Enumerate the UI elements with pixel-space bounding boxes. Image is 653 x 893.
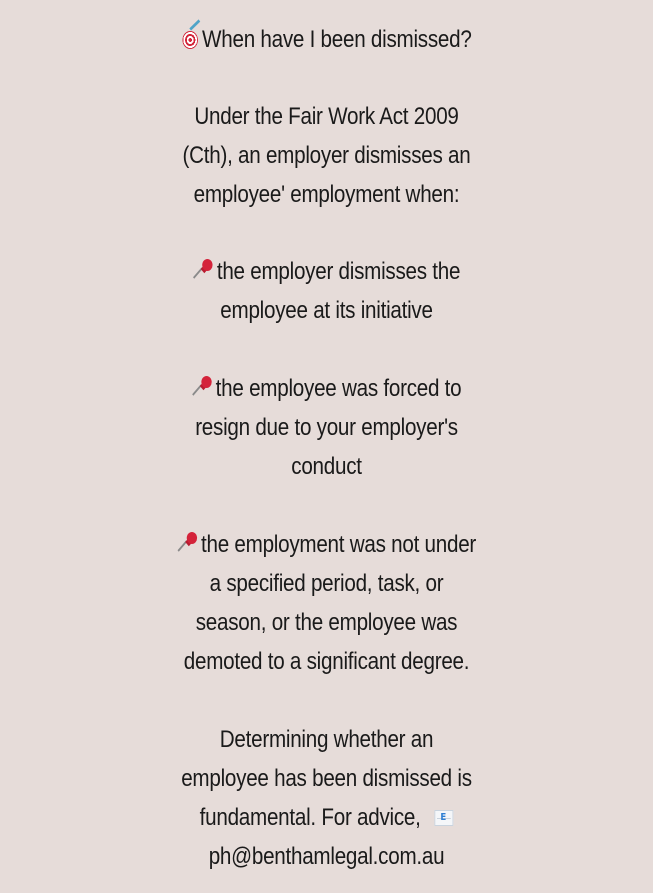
point-text: the employee was forced to	[215, 375, 462, 402]
point-text: the employer dismisses the	[216, 258, 461, 285]
point-line: conduct	[291, 453, 362, 480]
point-line: a specified period, task, or	[209, 570, 444, 597]
point-block-2	[46, 369, 608, 486]
point-block-1	[46, 252, 608, 330]
title-line	[46, 20, 608, 59]
pushpin-icon	[192, 375, 213, 399]
point-line: season, or the employee was	[195, 609, 458, 636]
point-line	[46, 369, 608, 408]
point-text: the employment was not under	[201, 531, 477, 558]
pushpin-icon	[177, 531, 198, 555]
intro-line: Under the Fair Work Act 2009	[194, 103, 459, 130]
title-text: When have I been dismissed?	[202, 26, 472, 53]
closing-text: fundamental. For advice,	[199, 804, 421, 831]
point-line	[46, 252, 608, 291]
point-block-3	[46, 525, 608, 681]
point-line: demoted to a significant degree.	[183, 648, 470, 675]
direct-hit-target-icon	[181, 28, 200, 50]
point-line: resign due to your employer's	[195, 414, 458, 441]
closing-block	[46, 720, 608, 876]
intro-line: employee' employment when:	[193, 181, 460, 208]
email-address[interactable]: ph@benthamlegal.com.au	[208, 843, 445, 870]
point-line: employee at its initiative	[220, 297, 433, 324]
intro-line: (Cth), an employer dismisses an	[182, 142, 471, 169]
point-line	[46, 525, 608, 564]
closing-line: Determining whether an	[219, 726, 434, 753]
title-block	[46, 20, 608, 59]
closing-line: employee has been dismissed is	[181, 765, 472, 792]
e-mail-envelope-icon: E	[434, 810, 453, 826]
closing-line	[46, 798, 608, 837]
pushpin-icon	[193, 258, 214, 282]
intro-block	[46, 97, 608, 214]
